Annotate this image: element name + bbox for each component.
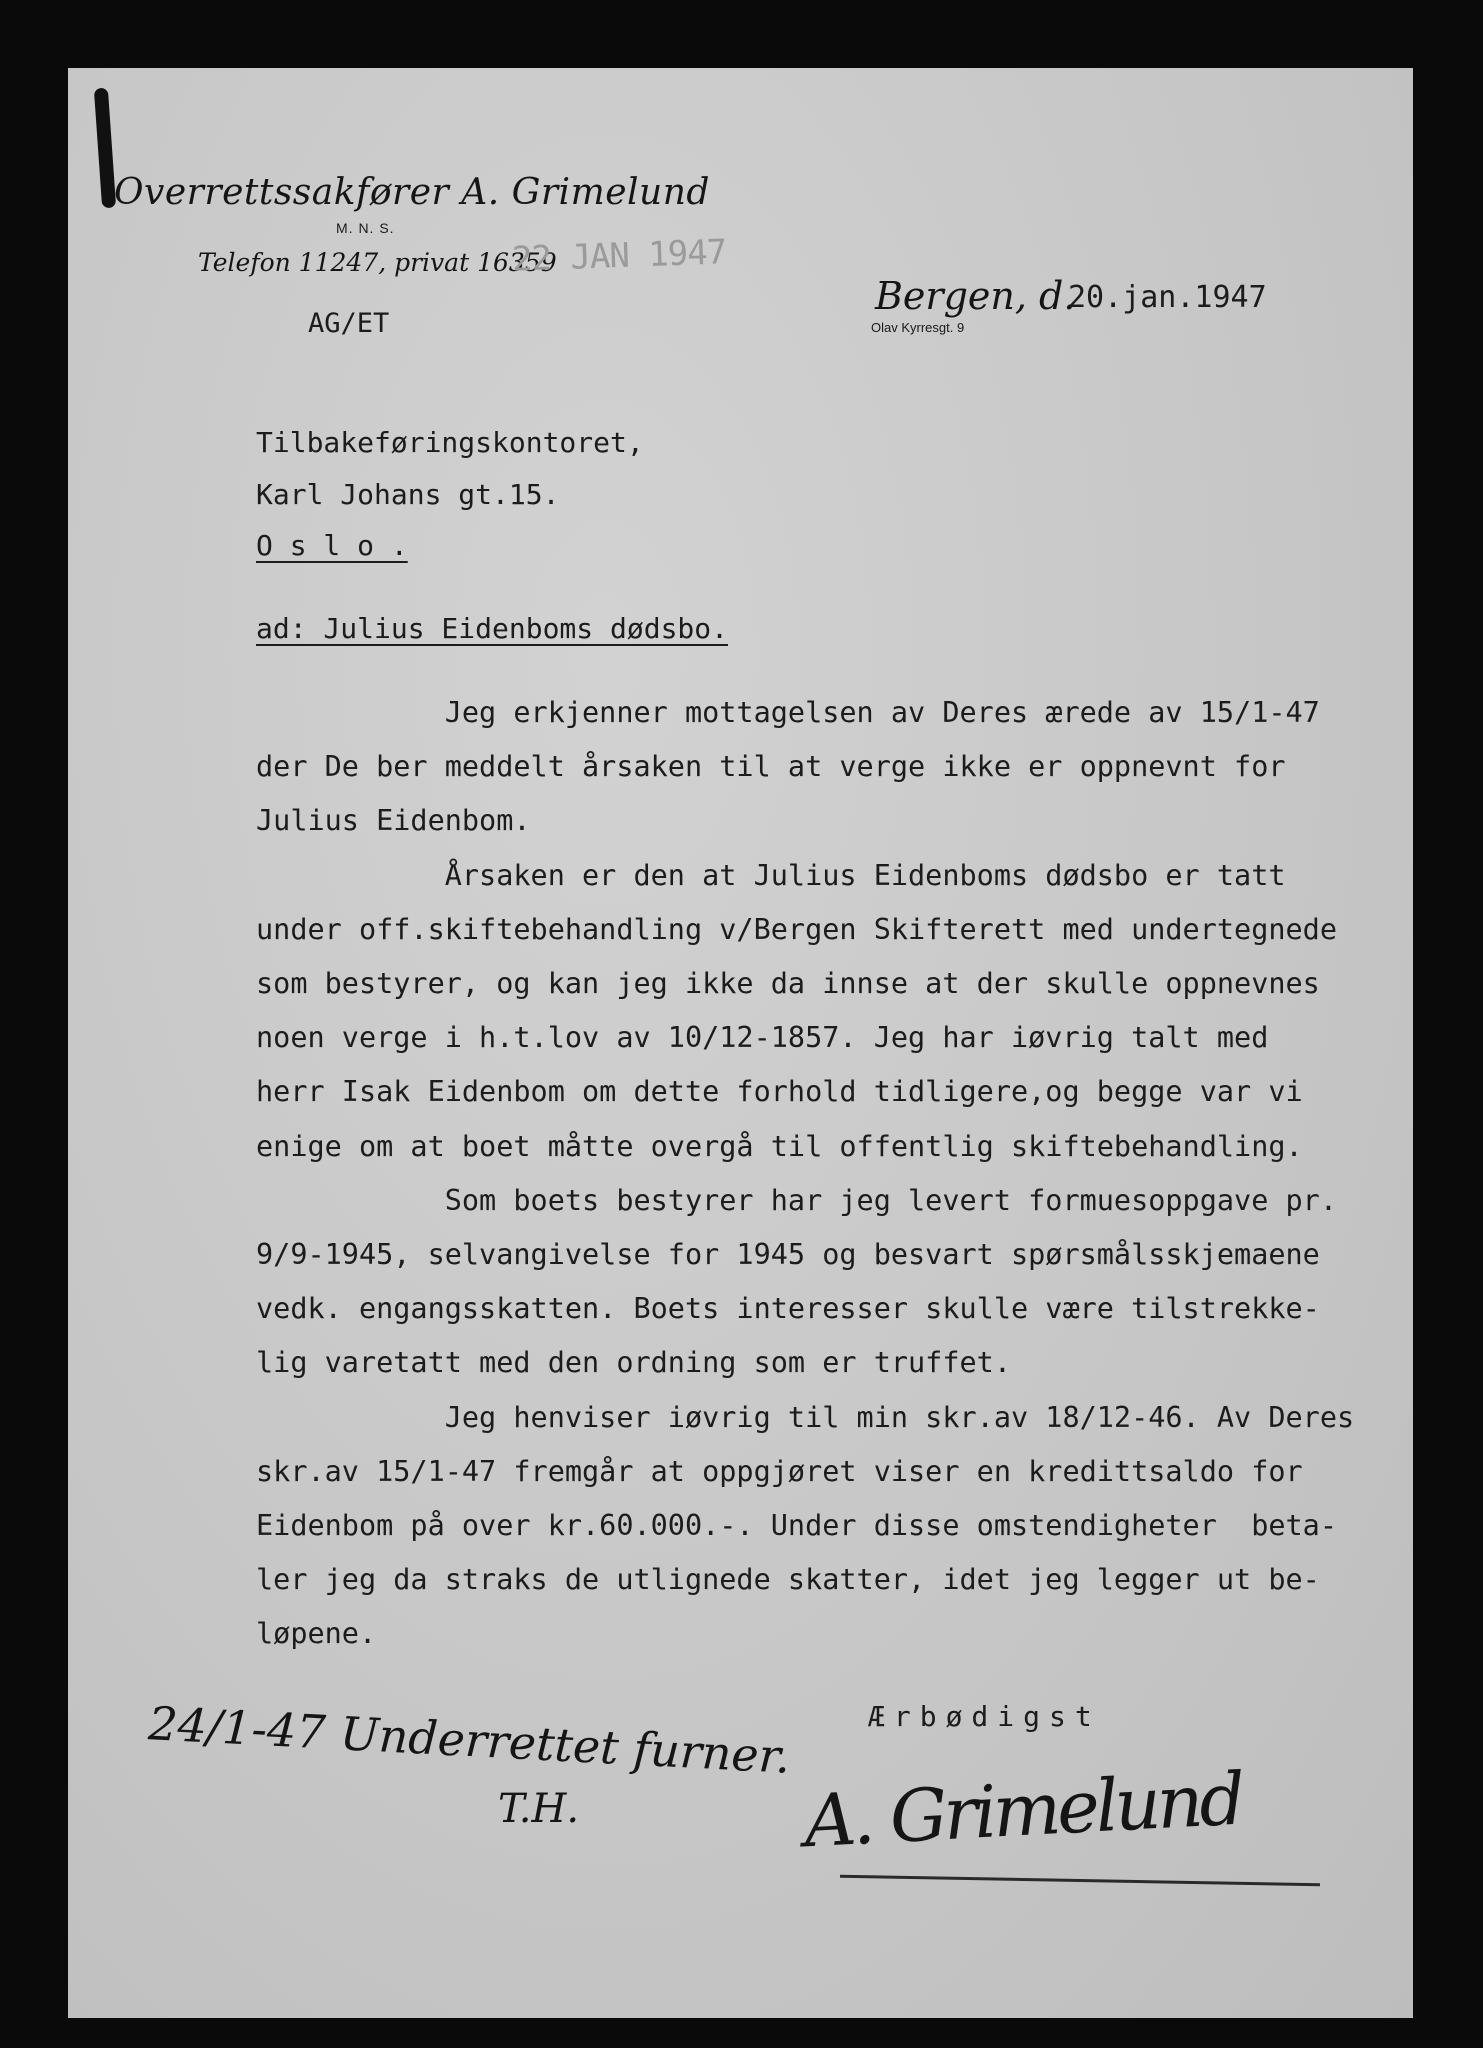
letter-body — [256, 686, 1391, 1662]
body-line: herr Isak Eidenbom om dette forhold tidligere,og begge var vi — [256, 1075, 1303, 1109]
body-line: skr.av 15/1-47 fremgår at oppgjøret viser en kredittsaldo for — [256, 1454, 1303, 1488]
body-line: løpene. — [256, 1617, 377, 1651]
body-line: Julius Eidenbom. — [256, 804, 531, 838]
body-line: Jeg henviser iøvrig til min skr.av 18/12-46. Av Deres — [256, 1400, 1355, 1434]
body-line: enige om at boet måtte overgå til offentlig skiftebehandling. — [256, 1129, 1303, 1163]
received-stamp: 22 JAN 1947 — [511, 232, 727, 280]
body-line: Årsaken er den at Julius Eidenboms dødsbo er tatt — [256, 858, 1286, 892]
closing-salutation: Ærbødigst — [868, 1700, 1101, 1733]
recipient-city: O s l o . — [256, 529, 408, 562]
letter-date: 20.jan.1947 — [1068, 280, 1267, 315]
body-line: Som boets bestyrer har jeg levert formuesoppgave pr. — [256, 1183, 1337, 1217]
handwritten-initials: T.H. — [498, 1786, 580, 1832]
letterhead-name: Overrettssakfører A. Grimelund — [114, 172, 710, 213]
letterhead-affiliation: M. N. S. — [336, 220, 395, 236]
body-line: lig varetatt med den ordning som er truffet. — [256, 1346, 1011, 1380]
letterhead-street: Olav Kyrresgt. 9 — [871, 320, 965, 335]
letter-page — [68, 68, 1413, 2018]
body-line: 9/9-1945, selvangivelse for 1945 og besvart spørsmålsskjemaene — [256, 1238, 1320, 1272]
body-line: som bestyrer, og kan jeg ikke da innse at der skulle oppnevnes — [256, 967, 1320, 1001]
recipient-line-2: Karl Johans gt.15. — [256, 478, 560, 511]
body-line: under off.skiftebehandling v/Bergen Skifterett med undertegnede — [256, 912, 1337, 946]
body-line: der De ber meddelt årsaken til at verge ikke er oppnevnt for — [256, 750, 1286, 784]
body-line: Jeg erkjenner mottagelsen av Deres ærede av 15/1-47 — [256, 696, 1320, 729]
signature-underline — [840, 1875, 1320, 1886]
ink-mark — [94, 88, 116, 209]
letterhead-phone: Telefon 11247, privat 16359 — [198, 248, 557, 277]
body-line: vedk. engangsskatten. Boets interesser skulle være tilstrekke- — [256, 1292, 1320, 1326]
body-line: Eidenbom på over kr.60.000.-. Under disse omstendigheter beta- — [256, 1509, 1337, 1543]
letter-city: Bergen, d. — [875, 274, 1076, 318]
letter-subject: ad: Julius Eidenboms dødsbo. — [256, 612, 729, 645]
reference-code: AG/ET — [308, 308, 390, 339]
handwritten-note: 24/1-47 Underrettet furner. — [147, 1696, 792, 1784]
body-line: noen verge i h.t.lov av 10/12-1857. Jeg har iøvrig talt med — [256, 1021, 1269, 1055]
body-line: ler jeg da straks de utlignede skatter, idet jeg legger ut be- — [256, 1563, 1320, 1597]
signature: A. Grimelund — [802, 1756, 1244, 1864]
recipient-line-1: Tilbakeføringskontoret, — [256, 426, 644, 459]
